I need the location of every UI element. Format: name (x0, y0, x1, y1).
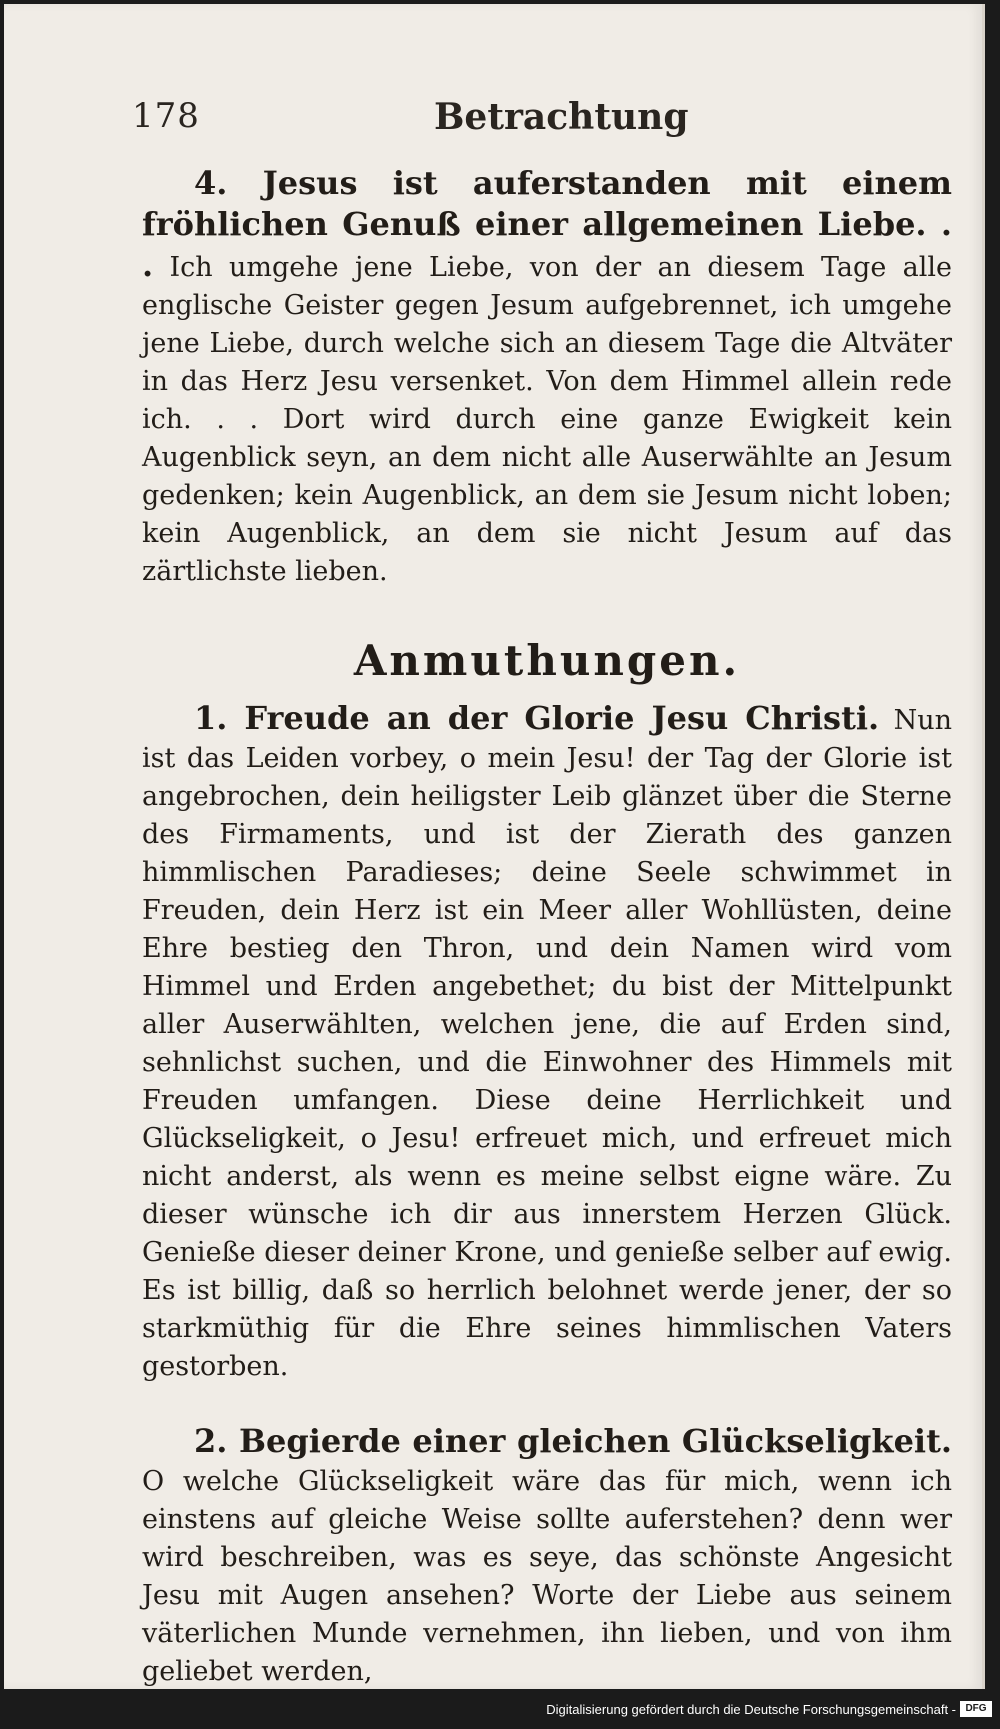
paragraph-anmuthung-2 (142, 1422, 952, 1691)
funding-credit: Digitalisierung gefördert durch die Deutsche Forschungsgemeinschaft - (546, 1702, 956, 1717)
running-title: Betrachtung (434, 96, 689, 138)
section-heading: Anmuthungen. (353, 636, 741, 685)
dfg-logo: DFG (960, 1701, 992, 1717)
paragraph-gap (142, 1386, 952, 1422)
paragraph-text: Nun ist das Leiden vorbey, o mein Jesu! der Tag der Glorie ist angebrochen, dein heiligster Leib glänzet über die Sterne des Firmaments, und ist der Zierath des ganzen himmlischen Paradieses; deine Seele schwimmet in Freuden, dein Herz ist ein Meer aller Wohllüsten, deine Ehre bestieg den Thron, und dein Namen wird vom Himmel und Erden angebethet; du bist der Mittelpunkt aller Auserwählten, welchen jene, die auf Erden sind, sehnlichst suchen, und die Einwohner des Himmels mit Freuden umfangen. Diese deine Herrlichkeit und Glückseligkeit, o Jesu! erfreuet mich, und erfreuet mich nicht anderst, als wenn es meine selbst eigne wäre. Zu dieser wünsche ich dir aus innerstem Herzen Glück. Genieße dieser deiner Krone, und genieße selber auf ewig. Es ist billig, daß so herrlich belohnet werde jener, der so starkmüthig für die Ehre seines himmlischen Vaters gestorben. (142, 705, 952, 1382)
paragraph-text: O welche Glückseligkeit wäre das für mich, wenn ich einstens auf gleiche Weise sollte auferstehen? denn wer wird beschreiben, was es seye, das schönste Angesicht Jesu mit Augen ansehen? Worte der Liebe aus seinem väterlichen Munde vernehmen, ihn lieben, und von ihm geliebet werden, (142, 1466, 952, 1687)
paragraph-4 (142, 164, 952, 591)
paragraph-lead: 1. Freude an der Glorie Jesu Christi. (194, 699, 880, 737)
page-header (4, 96, 982, 146)
paragraph-text: Ich umgehe jene Liebe, von der an diesem Tage alle englische Geister gegen Jesum aufgebrennet, ich umgehe jene Liebe, durch welche sich an diesem Tage die Altväter in das Herz Jesu versenket. Von dem Himmel allein rede ich. . . Dort wird durch eine ganze Ewigkeit kein Augenblick seyn, an dem nicht alle Auserwählte an Jesum gedenken; kein Augenblick, an dem sie Jesum nicht loben; kein Augenblick, an dem sie nicht Jesum auf das zärtlichste lieben. (142, 252, 952, 587)
book-page (4, 4, 985, 1689)
paragraph-lead: 2. Begierde einer gleichen Glückseligkeit. (194, 1422, 952, 1460)
paragraph-lead: 4. Jesus ist auferstanden mit einem fröhlichen Genuß einer allgemeinen Liebe. . . (142, 164, 952, 284)
page-number: 178 (132, 96, 200, 136)
page-body (142, 164, 952, 1691)
paragraph-anmuthung-1 (142, 699, 952, 1386)
footer-bar (0, 1693, 1000, 1729)
